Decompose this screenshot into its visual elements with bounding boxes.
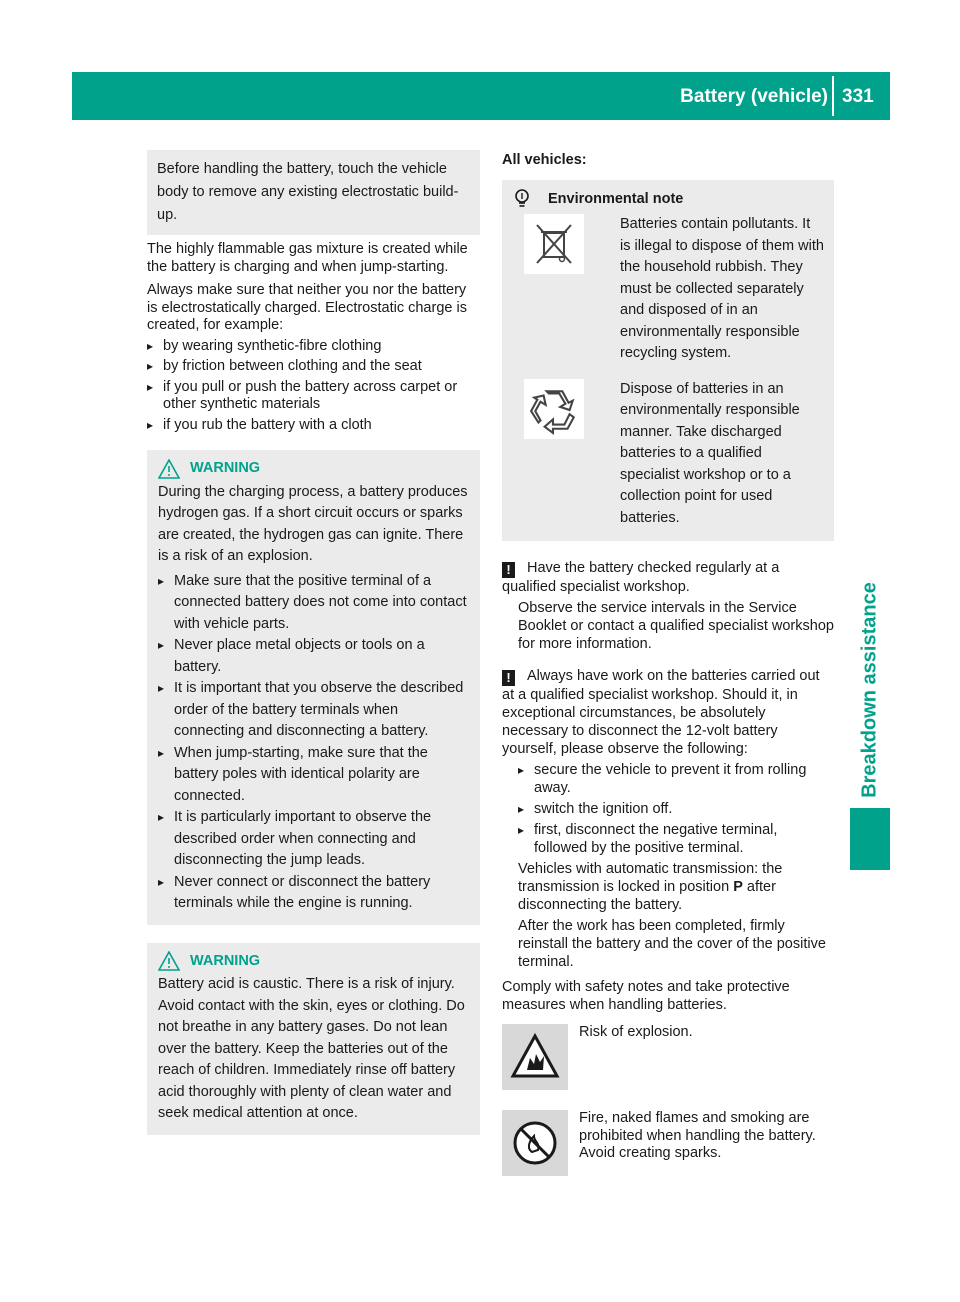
pictogram-text: Risk of explosion. xyxy=(579,1024,693,1040)
paragraph: The highly flammable gas mixture is created while the battery is charging and when jump-starting. xyxy=(147,241,468,275)
left-column xyxy=(147,150,480,1135)
explosion-pictogram-row xyxy=(502,1024,834,1090)
lightbulb-icon xyxy=(512,188,532,210)
notice-text: Always have work on the batteries carried out at a qualified specialist workshop. Should it, in exceptional circumstances, be absolutely necessary to disconnect the 12-volt battery yourself, please observe the following: xyxy=(502,668,820,757)
env-item xyxy=(512,379,824,530)
list-item: ▸ It is important that you observe the described order of the battery terminals when connecting and disconnecting a battery. xyxy=(158,678,469,743)
no-fire-pictogram-row xyxy=(502,1110,834,1176)
explosion-warning-icon xyxy=(502,1024,568,1090)
warning-box-acid xyxy=(147,943,480,1135)
exclamation-icon: ! xyxy=(502,670,515,686)
section-heading: All vehicles: xyxy=(502,152,587,168)
electrostatic-note: Before handling the battery, touch the vehicle body to remove any existing electrostatic build-up. xyxy=(147,150,480,235)
list-item: ▸ by friction between clothing and the seat xyxy=(147,358,480,376)
env-item-text: Dispose of batteries in an environmentally responsible manner. Take discharged batteries to a qualified specialist workshop or to a collection point for used batteries. xyxy=(620,380,800,526)
list-item: ▸ switch the ignition off. xyxy=(518,800,834,818)
page-number: 331 xyxy=(842,86,874,107)
chapter-tab-marker xyxy=(850,808,890,870)
environmental-note-title: Environmental note xyxy=(548,191,684,207)
warning-text: During the charging process, a battery produces hydrogen gas. If a short circuit occurs or sparks are created, the hydrogen gas can ignite. There is a risk of an explosion. xyxy=(158,483,468,564)
notice-text: Observe the service intervals in the Service Booklet or contact a qualified specialist workshop for more information. xyxy=(518,600,834,652)
warning-heading xyxy=(158,458,469,480)
warning-text: Battery acid is caustic. There is a risk of injury. xyxy=(158,976,455,992)
automatic-transmission-text-end: after disconnecting the battery. xyxy=(518,879,776,913)
warning-bullets xyxy=(158,571,469,915)
environmental-note-box xyxy=(502,180,834,541)
paragraph: Always make sure that neither you nor the battery is electrostatically charged. Electrostatic charge is created, for example: xyxy=(147,282,467,333)
warning-title: WARNING xyxy=(190,460,261,476)
warning-triangle-icon xyxy=(158,459,180,479)
warning-title: WARNING xyxy=(190,952,261,969)
list-item: ▸ Never connect or disconnect the battery terminals while the engine is running. xyxy=(158,872,469,915)
page-section-title: Battery (vehicle) xyxy=(680,86,828,107)
pictogram-text: Fire, naked flames and smoking are prohibited when handling the battery. Avoid creating sparks. xyxy=(579,1110,816,1161)
paragraph: Comply with safety notes and take protective measures when handling batteries. xyxy=(502,979,790,1013)
list-item: ▸ Never place metal objects or tools on a battery. xyxy=(158,635,469,678)
notice-battery-work xyxy=(502,667,834,971)
list-item: ▸ When jump-starting, make sure that the battery poles with identical polarity are connected. xyxy=(158,743,469,808)
warning-text: Avoid contact with the skin, eyes or clothing. Do not breathe in any battery gases. Do not lean over the battery. Keep the batteries out of the reach of children. Immediately rinse off battery acid thoroughly with plenty of clean water and seek medical attention at once. xyxy=(158,997,465,1121)
header-divider xyxy=(832,76,834,116)
no-open-flame-icon xyxy=(502,1110,568,1176)
env-item xyxy=(512,214,824,365)
list-item: ▸ secure the vehicle to prevent it from rolling away. xyxy=(518,761,834,797)
chapter-tab-label: Breakdown assistance xyxy=(858,582,881,798)
exclamation-icon: ! xyxy=(502,562,515,578)
environmental-note-heading xyxy=(512,188,824,210)
recycling-icon xyxy=(524,379,584,439)
notice-text: After the work has been completed, firmly reinstall the battery and the cover of the positive terminal. xyxy=(518,918,826,970)
automatic-transmission-text: Vehicles with automatic transmission: the transmission is locked in position xyxy=(518,861,783,895)
notice-battery-check xyxy=(502,559,834,653)
notice-bullets xyxy=(502,761,834,857)
env-item-text: Batteries contain pollutants. It is illegal to dispose of them with the household rubbish. They must be collected separately and disposed of in an environmentally responsible recycling system. xyxy=(620,216,824,361)
bullet-list xyxy=(147,338,480,435)
gear-position-p: P xyxy=(733,879,743,895)
right-column xyxy=(502,150,834,1176)
list-item: ▸ if you pull or push the battery across carpet or other synthetic materials xyxy=(147,379,480,414)
notice-text xyxy=(502,860,834,914)
warning-heading xyxy=(158,951,469,973)
list-item: ▸ if you rub the battery with a cloth xyxy=(147,417,480,435)
warning-triangle-icon xyxy=(158,951,180,971)
list-item: ▸ by wearing synthetic-fibre clothing xyxy=(147,338,480,356)
warning-box-hydrogen xyxy=(147,450,480,925)
crossed-bin-icon xyxy=(524,214,584,274)
list-item: ▸ first, disconnect the negative terminal, followed by the positive terminal. xyxy=(518,821,834,857)
list-item: ▸ Make sure that the positive terminal of a connected battery does not come into contact with vehicle parts. xyxy=(158,571,469,636)
notice-text: Have the battery checked regularly at a qualified specialist workshop. xyxy=(502,560,780,595)
list-item: ▸ It is particularly important to observe the described order when connecting and disconnecting the jump leads. xyxy=(158,807,469,872)
